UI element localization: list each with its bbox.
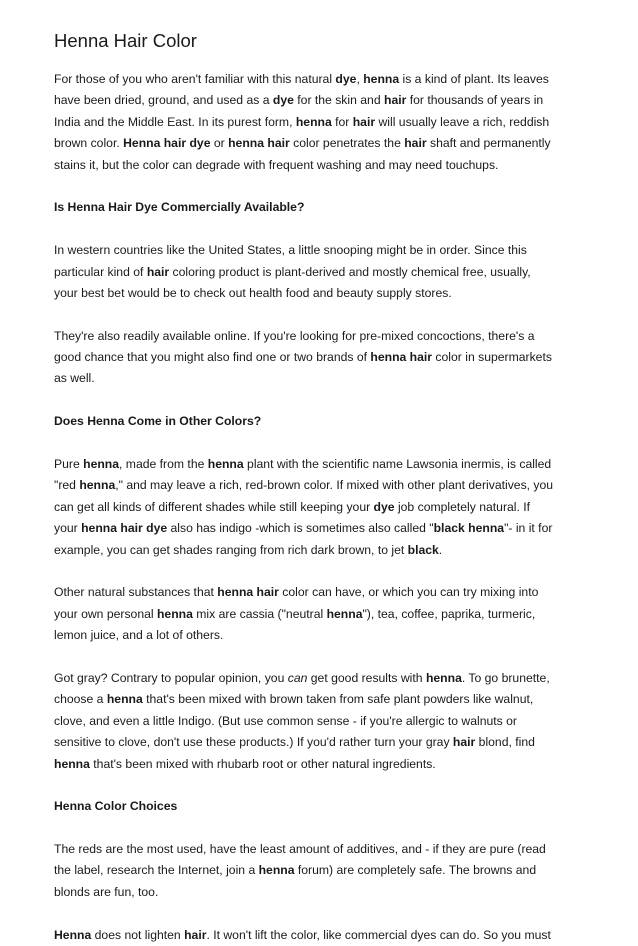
text-run: , <box>356 72 364 86</box>
text-run: . To go brunette, <box>461 670 550 685</box>
text-line <box>54 582 584 603</box>
bold-keyword: Is Henna Hair Dye Commercially Available? <box>54 200 305 215</box>
text-run: shaft and permanently <box>426 136 551 151</box>
text-line <box>54 839 584 860</box>
text-line <box>54 133 584 154</box>
bold-keyword: Henna hair dye <box>123 136 211 151</box>
text-run: coloring product is plant-derived and mostly chemical free, usually, <box>169 264 531 279</box>
text-run: is a kind of plant. Its leaves <box>399 72 549 86</box>
text-run: particular kind of <box>54 264 147 279</box>
bold-keyword: dye <box>335 72 357 86</box>
text-run: your own personal <box>54 606 157 621</box>
bold-keyword: hair <box>452 735 476 750</box>
text-run: India and the Middle East. In its purest form, <box>54 114 296 129</box>
text-run: as well. <box>54 371 95 386</box>
bold-keyword: henna <box>295 114 332 129</box>
paragraph-gap <box>54 390 584 411</box>
text-run: color in supermarkets <box>432 350 552 365</box>
bold-keyword: henna hair <box>370 350 433 365</box>
paragraph-gap <box>54 818 584 839</box>
text-line <box>54 368 584 389</box>
text-run: get good results with <box>307 670 426 685</box>
text-line <box>54 90 584 111</box>
text-line <box>54 754 584 775</box>
text-line <box>54 668 584 689</box>
bold-keyword: hair <box>384 93 407 108</box>
text-line <box>54 882 584 903</box>
text-run: plant with the scientific name Lawsonia inermis, is called <box>243 457 552 472</box>
text-line <box>54 518 584 539</box>
paragraph-gap <box>54 647 584 668</box>
bold-keyword: henna hair <box>217 585 279 600</box>
bold-keyword: hair <box>352 114 376 129</box>
text-run: The reds are the most used, have the least amount of additives, and - if they are pure (read <box>54 842 546 857</box>
text-run: They're also readily available online. If you're looking for pre-mixed concoctions, there's a <box>54 328 535 343</box>
text-line <box>54 497 584 518</box>
text-line <box>54 240 584 261</box>
text-run: or <box>210 136 229 151</box>
paragraph-gap <box>54 903 584 924</box>
section-heading <box>54 197 584 218</box>
document-body <box>54 69 584 946</box>
text-run: brown color. <box>54 136 124 151</box>
bold-keyword: Henna Color Choices <box>54 799 178 814</box>
text-run: Other natural substances that <box>54 585 218 600</box>
text-run: can get all kinds of different shades while still keeping your <box>54 499 374 514</box>
bold-keyword: black <box>407 542 439 557</box>
text-line <box>54 860 584 881</box>
bold-keyword: henna <box>363 72 400 86</box>
text-run: have been dried, ground, and used as a <box>54 93 273 108</box>
bold-keyword: dye <box>272 93 294 108</box>
text-line <box>54 347 584 368</box>
bold-keyword: henna hair <box>228 136 290 151</box>
section-heading <box>54 411 584 432</box>
bold-keyword: henna <box>326 606 363 621</box>
text-run: stains it, but the color can degrade with frequent washing and may need touchups. <box>54 157 499 172</box>
text-run: For those of you who aren't familiar with this natural <box>54 72 336 86</box>
text-line <box>54 689 584 710</box>
text-run: ," and may leave a rich, red-brown color. If mixed with other plant derivatives, you <box>115 478 554 493</box>
paragraph-gap <box>54 433 584 454</box>
text-run: lemon juice, and a lot of others. <box>54 628 224 643</box>
bold-keyword: Henna <box>54 927 92 942</box>
text-line <box>54 69 584 90</box>
text-line <box>54 155 584 176</box>
text-run: your best bet would be to check out health food and beauty supply stores. <box>54 285 452 300</box>
text-line <box>54 604 584 625</box>
bold-keyword: hair <box>404 136 427 151</box>
text-run: Got gray? Contrary to popular opinion, you <box>54 670 288 685</box>
bold-keyword: henna <box>425 670 462 685</box>
italic-text: can <box>287 670 308 685</box>
text-line <box>54 454 584 475</box>
text-run: clove, and even a little Indigo. (But use common sense - if you're allergic to walnuts or <box>54 713 517 728</box>
document-title: Henna Hair Color <box>54 30 197 51</box>
text-run: "), tea, coffee, paprika, turmeric, <box>362 606 536 621</box>
text-run: the label, research the Internet, join a <box>54 863 259 878</box>
paragraph-gap <box>54 304 584 325</box>
bold-keyword: dye <box>373 499 395 514</box>
text-line <box>54 540 584 561</box>
text-line <box>54 326 584 347</box>
text-run: Pure <box>54 457 84 472</box>
text-line <box>54 283 584 304</box>
text-run: also has indigo -which is sometimes also called " <box>167 521 434 536</box>
text-run: , made from the <box>119 457 208 472</box>
paragraph-gap <box>54 219 584 240</box>
text-line <box>54 732 584 753</box>
bold-keyword: hair <box>146 264 170 279</box>
bold-keyword: henna <box>258 863 295 878</box>
text-run: blond, find <box>475 735 535 750</box>
bold-keyword: henna <box>83 457 120 472</box>
text-line <box>54 625 584 646</box>
text-run: forum) are completely safe. The browns and <box>294 863 537 878</box>
bold-keyword: hair <box>184 927 207 942</box>
text-run: "- in it for <box>504 521 553 536</box>
bold-keyword: henna <box>106 692 143 707</box>
text-run: for <box>331 114 353 129</box>
bold-keyword: henna <box>79 478 116 493</box>
paragraph-gap <box>54 775 584 796</box>
text-run: job completely natural. If <box>394 499 531 514</box>
text-line <box>54 711 584 732</box>
text-run: for thousands of years in <box>406 93 544 108</box>
text-line <box>54 475 584 496</box>
bold-keyword: Does Henna Come in Other Colors? <box>54 414 262 429</box>
text-run: your <box>54 521 82 536</box>
bold-keyword: henna hair dye <box>81 521 168 536</box>
text-run: example, you can get shades ranging from rich dark brown, to jet <box>54 542 408 557</box>
text-run: mix are cassia ("neutral <box>192 606 327 621</box>
bold-keyword: henna <box>207 457 244 472</box>
text-run: that's been mixed with rhubarb root or other natural ingredients. <box>89 756 436 771</box>
text-run: choose a <box>54 692 107 707</box>
text-run: will usually leave a rich, reddish <box>375 114 550 129</box>
bold-keyword: henna <box>156 606 193 621</box>
text-run: does not lighten <box>91 927 185 942</box>
text-run: . It won't lift the color, like commercial dyes can do. So you must <box>206 927 551 942</box>
text-line <box>54 262 584 283</box>
bold-keyword: black henna <box>433 521 505 536</box>
text-run: color can have, or which you can try mixing into <box>278 585 539 600</box>
paragraph-gap <box>54 176 584 197</box>
text-run: . <box>438 542 443 557</box>
bold-keyword: henna <box>54 756 90 771</box>
text-line <box>54 925 584 946</box>
text-run: sensitive to clove, don't use these products.) If you'd rather turn your gray <box>54 735 453 750</box>
text-run: color penetrates the <box>289 136 405 151</box>
section-heading <box>54 796 584 817</box>
text-run: "red <box>54 478 80 493</box>
paragraph-gap <box>54 561 584 582</box>
text-run: that's been mixed with brown taken from safe plant powders like walnut, <box>142 692 534 707</box>
text-run: for the skin and <box>293 93 384 108</box>
text-run: In western countries like the United States, a little snooping might be in order. Since this <box>54 243 527 258</box>
text-line <box>54 112 584 133</box>
text-run: good chance that you might also find one or two brands of <box>54 350 371 365</box>
text-run: blonds are fun, too. <box>54 884 159 899</box>
